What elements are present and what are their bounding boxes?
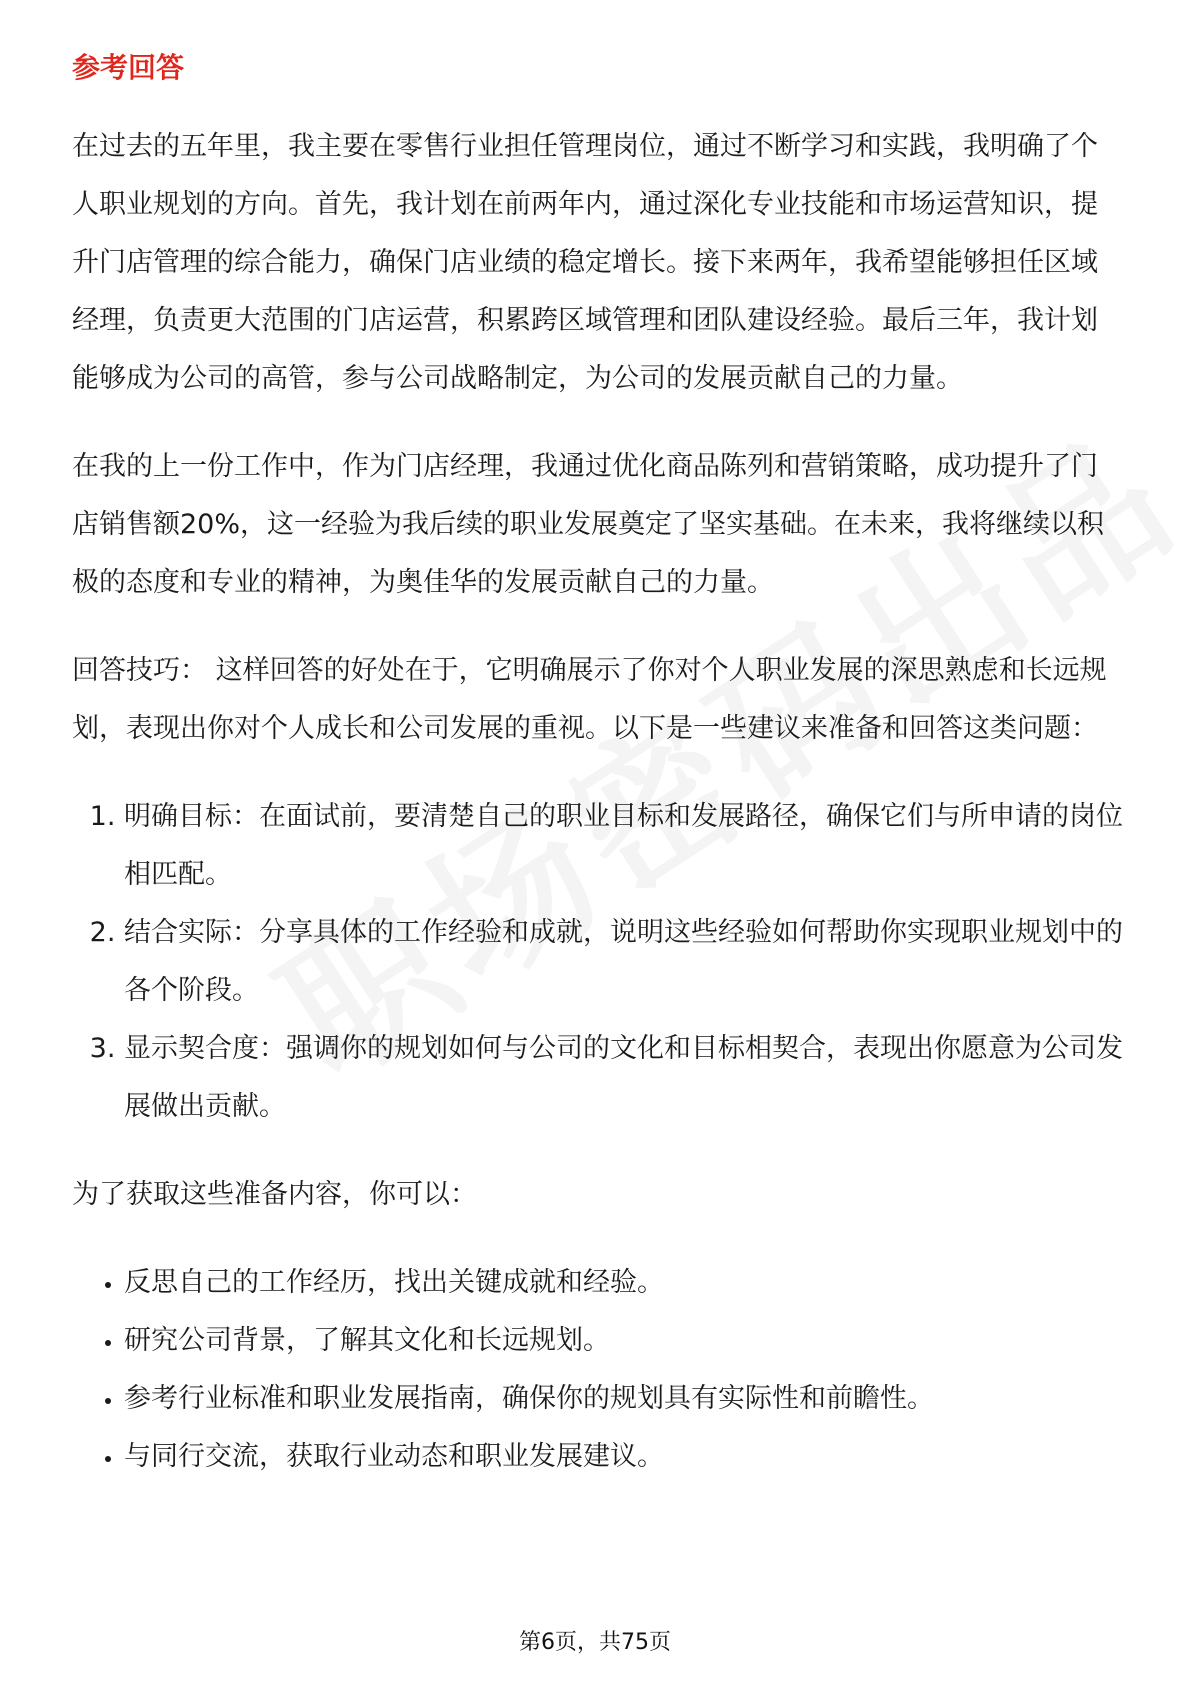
prep-bullet-list — [72, 1254, 1124, 1486]
answer-paragraph-1: 在过去的五年里，我主要在零售行业担任管理岗位，通过不断学习和实践，我明确了个人职业规划的方向。首先，我计划在前两年内，通过深化专业技能和市场运营知识，提升门店管理的综合能力，确保门店业绩的稳定增长。接下来两年，我希望能够担任区域经理，负责更大范围的门店运营，积累跨区域管理和团队建设经验。最后三年，我计划能够成为公司的高管，参与公司战略制定，为公司的发展贡献自己的力量。 — [72, 131, 1098, 394]
document-body — [72, 118, 1124, 1516]
list-item: • 参考行业标准和职业发展指南，确保你的规划具有实际性和前瞻性。 — [124, 1370, 1124, 1428]
section-title: 参考回答 — [72, 51, 185, 84]
prep-intro-paragraph: 为了获取这些准备内容，你可以： — [72, 1179, 477, 1210]
answer-paragraph-2: 在我的上一份工作中，作为门店经理，我通过优化商品陈列和营销策略，成功提升了门店销售额20%，这一经验为我后续的职业发展奠定了坚实基础。在未来，我将继续以积极的态度和专业的精神，为奥佳华的发展贡献自己的力量。 — [72, 451, 1105, 598]
list-item: 1. 明确目标：在面试前，要清楚自己的职业目标和发展路径，确保它们与所申请的岗位相匹配。 — [124, 788, 1124, 904]
list-item: • 反思自己的工作经历，找出关键成就和经验。 — [124, 1254, 1124, 1312]
list-item: 3. 显示契合度：强调你的规划如何与公司的文化和目标相契合，表现出你愿意为公司发展做出贡献。 — [124, 1020, 1124, 1136]
tips-list — [72, 788, 1124, 1136]
list-item: • 与同行交流，获取行业动态和职业发展建议。 — [124, 1428, 1124, 1486]
tips-intro-paragraph: 回答技巧： 这样回答的好处在于，它明确展示了你对个人职业发展的深思熟虑和长远规划，表现出你对个人成长和公司发展的重视。以下是一些建议来准备和回答这类问题： — [72, 655, 1107, 744]
list-item: • 研究公司背景，了解其文化和长远规划。 — [124, 1312, 1124, 1370]
list-item: 2. 结合实际：分享具体的工作经验和成就，说明这些经验如何帮助你实现职业规划中的各个阶段。 — [124, 904, 1124, 1020]
page-number-footer: 第6页，共75页 — [519, 1630, 671, 1655]
